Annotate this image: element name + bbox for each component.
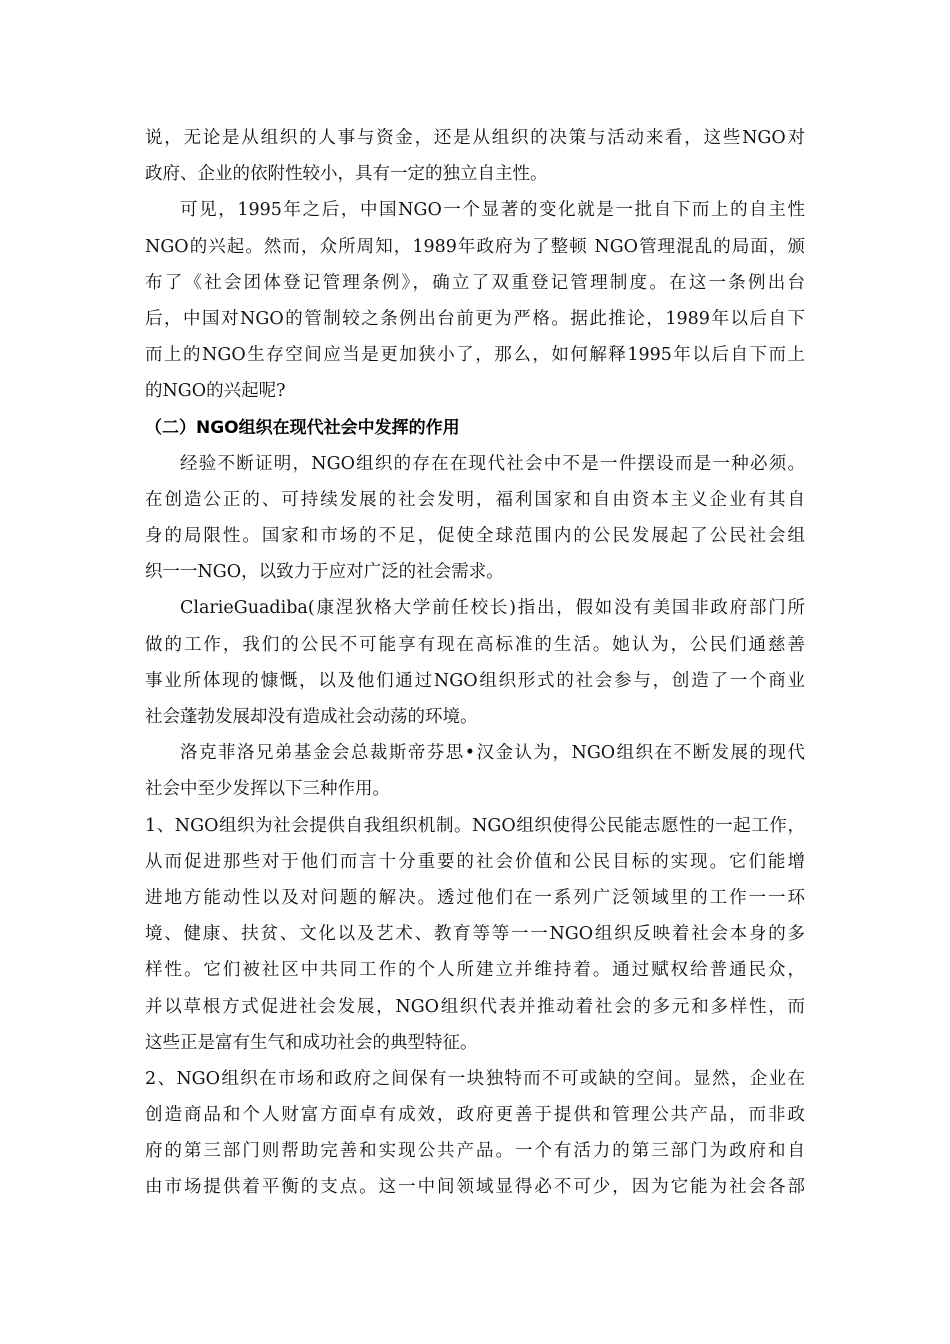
text-line: 从而促进那些对于他们而言十分重要的社会价值和公民目标的实现。它们能增 — [145, 851, 805, 872]
text-line: 政府、企业的依附性较小，具有一定的独立自主性。 — [145, 164, 548, 185]
text-line: 府的第三部门则帮助完善和实现公共产品。一个有活力的第三部门为政府和自 — [145, 1141, 805, 1162]
text-line: 社会蓬勃发展却没有造成社会动荡的环境。 — [145, 707, 478, 727]
text-line: 而上的NGO生存空间应当是更加狭小了，那么，如何解释1995年以后自下而上 — [145, 345, 805, 366]
section-heading: （二）NGO组织在现代社会中发挥的作用 — [145, 417, 460, 438]
text-line: 洛克菲洛兄弟基金会总裁斯帝芬思•汉金认为，NGO组织在不断发展的现代 — [180, 743, 805, 764]
text-line: 的NGO的兴起呢? — [145, 381, 286, 402]
text-line: 样性。它们被社区中共同工作的个人所建立并维持着。通过赋权给普通民众， — [145, 960, 805, 981]
text-line: 织一一NGO，以致力于应对广泛的社会需求。 — [145, 562, 504, 583]
text-line: 由市场提供着平衡的支点。这一中间领域显得必不可少，因为它能为社会各部 — [145, 1177, 805, 1198]
text-line: NGO的兴起。然而，众所周知，1989年政府为了整顿 NGO管理混乱的局面，颁 — [145, 236, 805, 257]
text-line: 并以草根方式促进社会发展，NGO组织代表并推动着社会的多元和多样性，而 — [145, 996, 805, 1017]
text-line: 后，中国对NGO的管制较之条例出台前更为严格。据此推论，1989年以后自下 — [145, 308, 805, 329]
text-line: 在创造公正的、可持续发展的社会发明，福利国家和自由资本主义企业有其自 — [145, 489, 805, 510]
document-body — [145, 120, 805, 1206]
text-line: 经验不断证明，NGO组织的存在在现代社会中不是一件摆设而是一种必须。 — [180, 453, 805, 474]
text-line: 事业所体现的慷慨，以及他们通过NGO组织形式的社会参与，创造了一个商业 — [145, 670, 805, 691]
text-line: 创造商品和个人财富方面卓有成效，政府更善于提供和管理公共产品，而非政 — [145, 1105, 805, 1126]
text-line: 社会中至少发挥以下三种作用。 — [145, 779, 390, 800]
numbered-item-line: 2、NGO组织在市场和政府之间保有一块独特而不可或缺的空间。显然，企业在 — [145, 1068, 805, 1089]
text-line: 可见，1995年之后，中国NGO一个显著的变化就是一批自下而上的自主性 — [180, 200, 805, 221]
text-line: 进地方能动性以及对问题的解决。透过他们在一系列广泛领域里的工作一一环 — [145, 887, 805, 908]
text-line: 布了《社会团体登记管理条例》，确立了双重登记管理制度。在这一条例出台 — [145, 272, 805, 293]
text-line: 说，无论是从组织的人事与资金，还是从组织的决策与活动来看，这些NGO对 — [145, 128, 805, 148]
text-line: 境、健康、扶贫、文化以及艺术、教育等等一一NGO组织反映着社会本身的多 — [145, 924, 805, 945]
text-line: 做的工作，我们的公民不可能享有现在高标准的生活。她认为，公民们通慈善 — [145, 634, 805, 655]
numbered-item-line: 1、NGO组织为社会提供自我组织机制。NGO组织使得公民能志愿性的一起工作， — [145, 815, 805, 836]
text-line: 这些正是富有生气和成功社会的典型特征。 — [145, 1032, 478, 1053]
text-line: 身的局限性。国家和市场的不足，促使全球范围内的公民发展起了公民社会组 — [145, 526, 805, 547]
text-line: ClarieGuadiba(康涅狄格大学前任校长)指出，假如没有美国非政府部门所 — [180, 598, 805, 619]
